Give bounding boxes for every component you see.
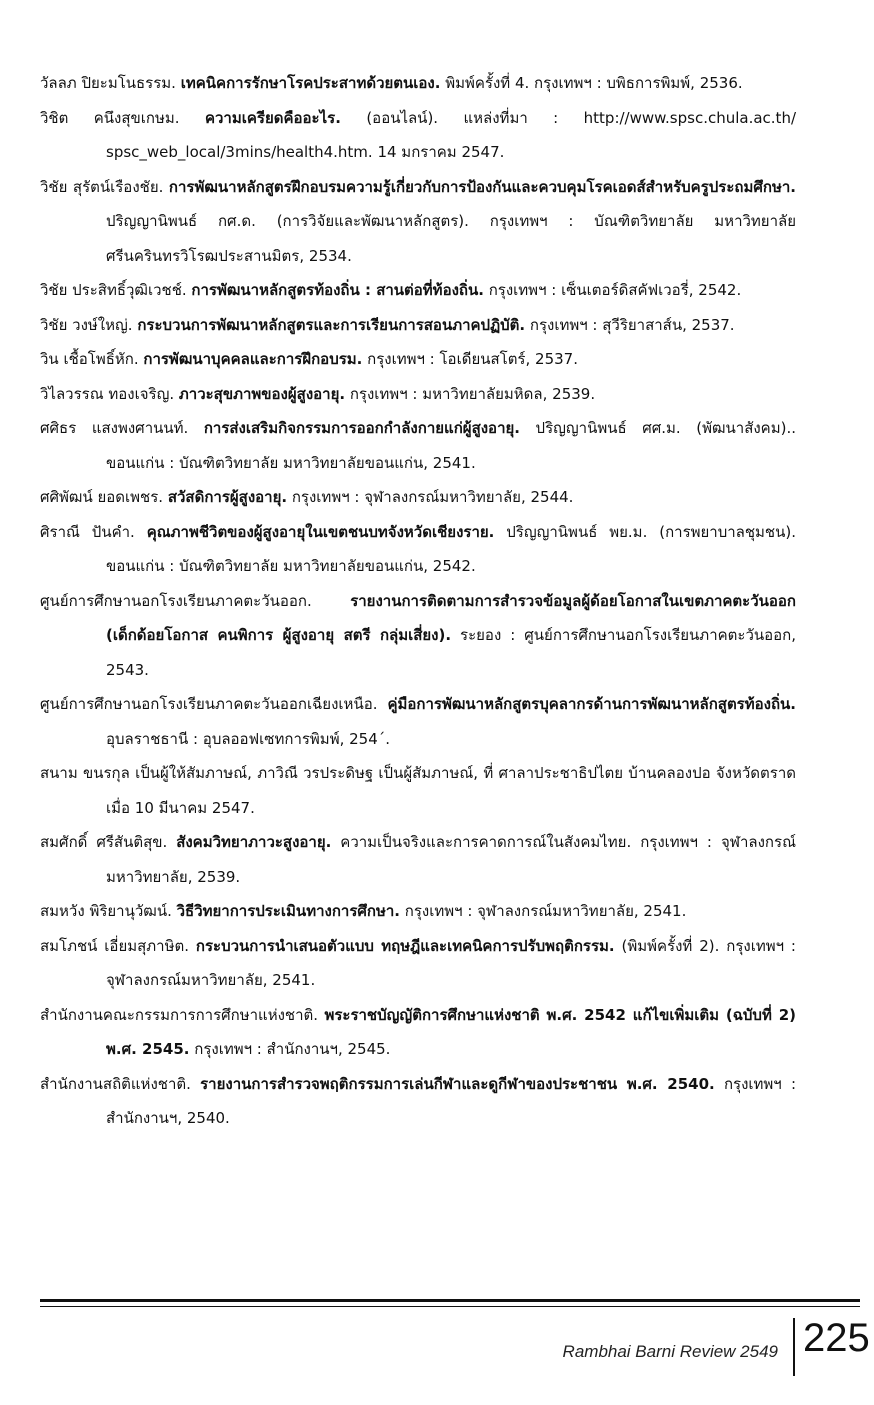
reference-entry <box>40 308 796 343</box>
reference-author: วิชัย ประสิทธิ์วุฒิเวชช์. <box>40 281 192 299</box>
reference-entry <box>40 377 796 412</box>
reference-publication: ปริญญานิพนธ์ กศ.ด. (การวิจัยและพัฒนาหลักสูตร). กรุงเทพฯ : บัณฑิตวิทยาลัย มหาวิทยาลัยศรีนครินทรวิโรฒประสานมิตร, 2534. <box>106 212 796 265</box>
reference-publication: ระยอง : ศูนย์การศึกษานอกโรงเรียนภาคตะวันออก, 2543. <box>106 626 796 679</box>
reference-entry <box>40 894 796 929</box>
reference-entry <box>40 756 796 825</box>
reference-entry <box>40 515 796 584</box>
footer-rule-thin <box>40 1306 860 1307</box>
reference-author: วิชัย สุรัตน์เรืองชัย. <box>40 177 169 196</box>
reference-title: ความเครียดคืออะไร. <box>204 108 341 127</box>
reference-entry <box>40 170 796 274</box>
reference-entry <box>40 101 796 170</box>
reference-title: การพัฒนาหลักสูตรท้องถิ่น : สานต่อที่ท้องถิ่น. <box>191 281 484 299</box>
reference-title: เทคนิคการรักษาโรคประสาทด้วยตนเอง. <box>180 74 441 92</box>
reference-author: ศิราณี ปันคำ. <box>40 522 147 541</box>
reference-publication: กรุงเทพฯ : โอเดียนสโตร์, 2537. <box>362 350 578 368</box>
reference-list <box>40 66 796 1136</box>
reference-author: สำนักงานสถิติแห่งชาติ. <box>40 1074 201 1093</box>
reference-title: คู่มือการพัฒนาหลักสูตรบุคลากรด้านการพัฒนาหลักสูตรท้องถิ่น. <box>387 695 796 713</box>
reference-author: ศูนย์การศึกษานอกโรงเรียนภาคตะวันออก. <box>40 591 351 610</box>
reference-title: กระบวนการนำเสนอตัวแบบ ทฤษฎีและเทคนิคการปรับพฤติกรรม. <box>195 936 615 955</box>
reference-entry <box>40 584 796 688</box>
reference-author: สมโภชน์ เอี่ยมสุภาษิต. <box>40 936 196 955</box>
reference-entry <box>40 998 796 1067</box>
reference-author: วิชัย วงษ์ใหญ่. <box>40 315 138 334</box>
reference-title: รายงานการติดตามการสำรวจข้อมูลผู้ด้อยโอกาสในเขตภาคตะวันออก (เด็กด้อยโอกาส คนพิการ ผู้สูงอายุ สตรี กลุ่มเสี่ยง). <box>106 591 796 644</box>
reference-entry <box>40 480 796 515</box>
reference-title: สังคมวิทยาภาวะสูงอายุ. <box>176 833 332 851</box>
reference-title: ภาวะสุขภาพของผู้สูงอายุ. <box>178 384 346 403</box>
reference-title: การพัฒนาหลักสูตรฝึกอบรมความรู้เกี่ยวกับการป้องกันและควบคุมโรคเอดส์สำหรับครูประถมศึกษา. <box>168 177 796 196</box>
reference-title: การพัฒนาบุคคลและการฝึกอบรม. <box>143 350 363 368</box>
reference-publication: กรุงเทพฯ : จุฬาลงกรณ์มหาวิทยาลัย, 2544. <box>287 488 574 506</box>
reference-author: สำนักงานคณะกรรมการการศึกษาแห่งชาติ. <box>40 1005 325 1024</box>
reference-publication: ปริญญานิพนธ์ ศศ.ม. (พัฒนาสังคม).. ขอนแก่น : บัณฑิตวิทยาลัย มหาวิทยาลัยขอนแก่น, 2541. <box>106 419 796 472</box>
reference-title: สวัสดิการผู้สูงอายุ. <box>167 488 288 506</box>
reference-title: รายงานการสำรวจพฤติกรรมการเล่นกีฬาและดูกีฬาของประชาชน พ.ศ. 2540. <box>200 1074 715 1093</box>
reference-author: ศศิพัฒน์ ยอดเพชร. <box>40 488 168 506</box>
reference-entry <box>40 1067 796 1136</box>
footer-rule-thick <box>40 1299 860 1302</box>
reference-author: วัลลภ ปิยะมโนธรรม. <box>40 74 181 92</box>
reference-author: วิชิต คนึงสุขเกษม. <box>40 108 205 127</box>
reference-entry <box>40 929 796 998</box>
reference-author: วิน เชื้อโพธิ์หัก. <box>40 350 144 368</box>
reference-entry <box>40 342 796 377</box>
reference-title: กระบวนการพัฒนาหลักสูตรและการเรียนการสอนภาคปฏิบัติ. <box>137 315 526 334</box>
footer-divider <box>793 1318 795 1376</box>
page-number: 225 <box>803 1316 870 1360</box>
reference-publication: พิมพ์ครั้งที่ 4. กรุงเทพฯ : บพิธการพิมพ์, 2536. <box>440 74 743 92</box>
reference-author: สนาม ขนรกุล เป็นผู้ให้สัมภาษณ์, ภาวิณี วรประดิษฐ เป็นผู้สัมภาษณ์, ที่ ศาลาประชาธิปไตย บ้านคลองปอ จังหวัดตราด เมื่อ 10 มีนาคม 2547. <box>40 764 796 817</box>
reference-author: สมศักดิ์ ศรีสันติสุข. <box>40 833 177 851</box>
reference-publication: อุบลราชธานี : อุบลออฟเซทการพิมพ์, 254´. <box>106 729 391 748</box>
reference-publication: กรุงเทพฯ : เซ็นเตอร์ดิสคัฟเวอรี่, 2542. <box>483 281 742 299</box>
reference-entry <box>40 273 796 308</box>
reference-publication: ปริญญานิพนธ์ พย.ม. (การพยาบาลชุมชน). ขอนแก่น : บัณฑิตวิทยาลัย มหาวิทยาลัยขอนแก่น, 2542. <box>106 522 796 575</box>
reference-entry <box>40 411 796 480</box>
reference-author: ศูนย์การศึกษานอกโรงเรียนภาคตะวันออกเฉียงเหนือ. <box>40 695 388 713</box>
reference-publication: กรุงเทพฯ : สำนักงานฯ, 2540. <box>106 1074 796 1127</box>
reference-title: วิธีวิทยาการประเมินทางการศึกษา. <box>176 902 400 920</box>
reference-entry <box>40 66 796 101</box>
reference-entry <box>40 687 796 756</box>
reference-publication: กรุงเทพฯ : สุวีริยาสาส์น, 2537. <box>525 315 735 334</box>
journal-name: Rambhai Barni Review 2549 <box>562 1342 778 1361</box>
reference-publication: กรุงเทพฯ : จุฬาลงกรณ์มหาวิทยาลัย, 2541. <box>400 902 687 920</box>
reference-publication: กรุงเทพฯ : มหาวิทยาลัยมหิดล, 2539. <box>345 384 596 403</box>
reference-author: ศศิธร แสงพงศานนท์. <box>40 419 204 437</box>
reference-title: พระราชบัญญัติการศึกษาแห่งชาติ พ.ศ. 2542 แก้ไขเพิ่มเติม (ฉบับที่ 2) พ.ศ. 2545. <box>106 1005 796 1058</box>
reference-publication: (ออนไลน์). แหล่งที่มา : http://www.spsc.chula.ac.th/ spsc_web_local/3mins/health4.htm. 14 มกราคม 2547. <box>106 108 797 161</box>
reference-publication: ความเป็นจริงและการคาดการณ์ในสังคมไทย. กรุงเทพฯ : จุฬาลงกรณ์มหาวิทยาลัย, 2539. <box>106 833 796 886</box>
reference-author: สมหวัง พิริยานุวัฒน์. <box>40 902 177 920</box>
reference-title: คุณภาพชีวิตของผู้สูงอายุในเขตชนบทจังหวัดเชียงราย. <box>146 522 495 541</box>
reference-author: วิไลวรรณ ทองเจริญ. <box>40 384 179 403</box>
reference-entry <box>40 825 796 894</box>
reference-publication: (พิมพ์ครั้งที่ 2). กรุงเทพฯ : จุฬาลงกรณ์มหาวิทยาลัย, 2541. <box>106 936 796 989</box>
reference-publication: กรุงเทพฯ : สำนักงานฯ, 2545. <box>189 1040 391 1058</box>
reference-title: การส่งเสริมกิจกรรมการออกกำลังกายแก่ผู้สูงอายุ. <box>203 419 520 437</box>
